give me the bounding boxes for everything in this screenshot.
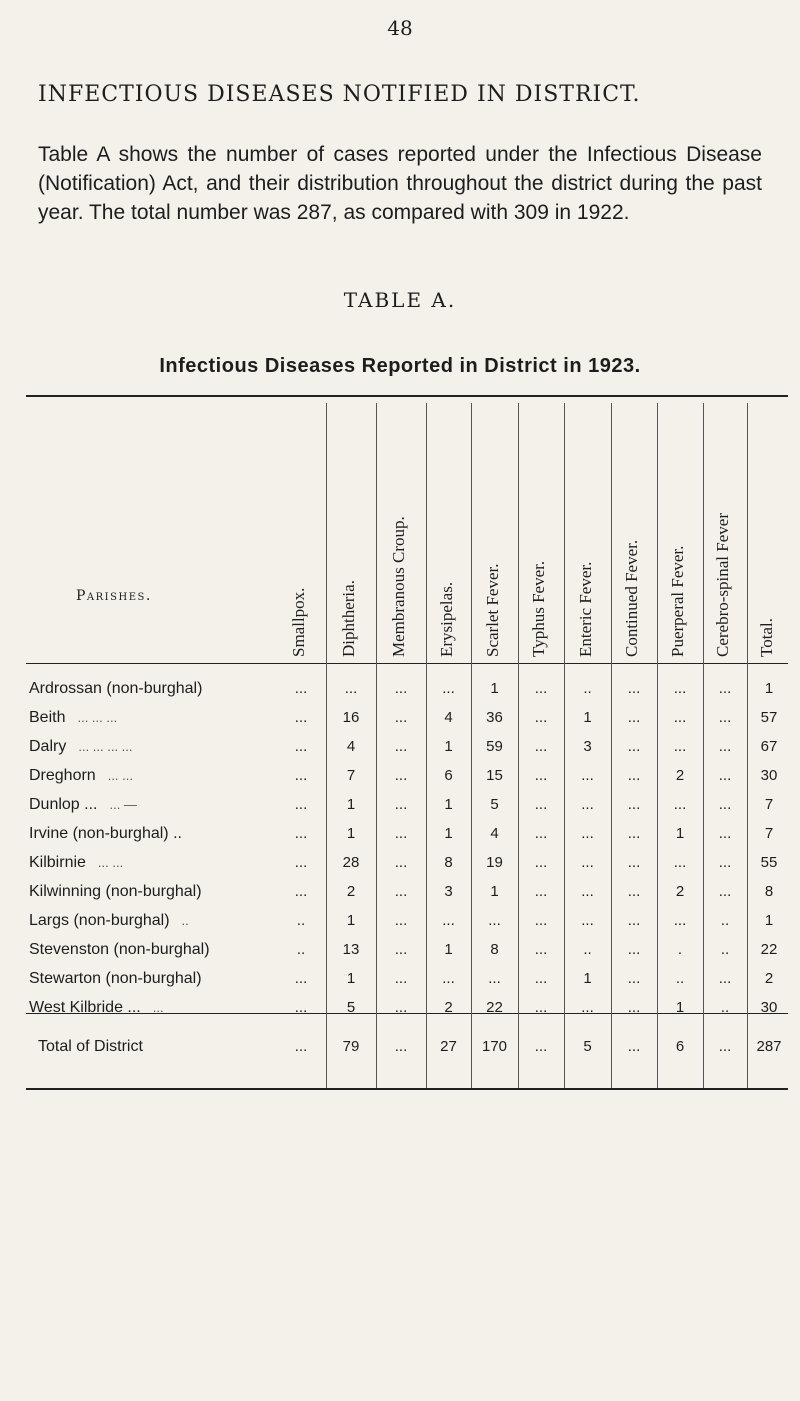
table-cell: ... xyxy=(627,680,641,697)
table-cell: ... xyxy=(488,970,501,987)
table-cell: 5 xyxy=(583,1038,592,1055)
table-cell: ... xyxy=(718,709,732,726)
table-cell: ... xyxy=(673,912,687,929)
table-cell: ... xyxy=(394,999,408,1016)
table-cell: ... xyxy=(718,970,732,987)
table-cell: ... xyxy=(442,970,455,987)
table-cell: ... xyxy=(581,854,594,871)
leader-dots: ... ... xyxy=(107,768,133,783)
table-cell: ... xyxy=(394,912,408,929)
table-cell: 170 xyxy=(481,1038,508,1055)
column-header: Continued Fever. xyxy=(622,539,641,657)
table-cell: ... xyxy=(718,854,732,871)
table-cell: 13 xyxy=(342,941,360,958)
table-cell: ... xyxy=(294,796,308,813)
table-cell: ... xyxy=(394,709,408,726)
table-cell: 5 xyxy=(490,796,499,813)
table-cell: 287 xyxy=(756,1038,782,1055)
column-header: Smallpox. xyxy=(289,587,308,657)
table-cell: ... xyxy=(627,912,641,929)
table-cell: 1 xyxy=(675,825,685,842)
parish-name xyxy=(29,767,133,785)
leader-dots: ... ... ... ... xyxy=(78,739,133,754)
table-cell: 5 xyxy=(346,999,356,1016)
table-cell: 1 xyxy=(490,680,499,697)
table-cell: 1 xyxy=(346,912,356,929)
column-header: Typhus Fever. xyxy=(529,560,548,657)
parish-label: Ardrossan (non-burghal) xyxy=(29,680,203,697)
table-cell: .. xyxy=(583,680,592,697)
parish-label: Irvine (non-burghal) .. xyxy=(29,825,182,842)
column-header: Total. xyxy=(757,618,776,657)
table-cell: .. xyxy=(296,912,306,929)
parish-label: Dreghorn xyxy=(29,767,96,784)
table-title: Infectious Diseases Reported in District in 1923. xyxy=(159,355,641,377)
parish-name xyxy=(29,825,194,843)
table-cell: ... xyxy=(294,825,308,842)
table-bottom-rule xyxy=(26,1088,788,1090)
table-cell: ... xyxy=(394,738,408,755)
table-cell: ... xyxy=(673,796,687,813)
table-cell: ... xyxy=(673,854,687,871)
table-cell: ... xyxy=(294,854,308,871)
parish-name xyxy=(29,709,117,727)
table-cell: 2 xyxy=(675,767,685,784)
table-cell: ... xyxy=(581,796,594,813)
table-cell: 36 xyxy=(486,709,503,726)
table-cell: ... xyxy=(627,1038,641,1055)
table-cell: 1 xyxy=(346,970,356,987)
table-cell: ... xyxy=(581,825,594,842)
table-cell: ... xyxy=(294,970,308,987)
table-cell: ... xyxy=(394,767,408,784)
table-cell: 7 xyxy=(346,767,356,784)
table-cell: 6 xyxy=(444,767,453,784)
column-header: Scarlet Fever. xyxy=(482,563,502,657)
table-top-rule xyxy=(26,395,788,397)
table-cell: 1 xyxy=(490,883,499,900)
table-cell: 1 xyxy=(764,680,774,697)
parish-label: Total of District xyxy=(38,1038,143,1055)
column-header: Enteric Fever. xyxy=(575,561,595,657)
table-cell: .. xyxy=(583,941,592,958)
parish-name xyxy=(29,941,222,959)
table-cell: ... xyxy=(581,999,594,1016)
table-cell: ... xyxy=(627,854,641,871)
table-cell: .. xyxy=(675,970,685,987)
table-cell: ... xyxy=(294,680,308,697)
table-cell: ... xyxy=(581,912,594,929)
column-header: Puerperal Fever. xyxy=(668,545,687,657)
table-cell: .. xyxy=(720,912,730,929)
table-cell: ... xyxy=(534,883,548,900)
parish-label: Stevenston (non-burghal) xyxy=(29,941,210,958)
table-cell: 79 xyxy=(342,1038,360,1055)
table-cell: 22 xyxy=(486,999,503,1016)
table-cell: ... xyxy=(673,738,687,755)
table-cell: ... xyxy=(394,796,408,813)
table-cell: 67 xyxy=(760,738,778,755)
table-cell: 1 xyxy=(583,970,592,987)
table-cell: ... xyxy=(718,796,732,813)
intro-paragraph: Table A shows the number of cases reported under the Infectious Disease (Notification) Act, and their distribution throughout the district during the past year. The total number was 287, as compared with 309 in 1922. xyxy=(38,143,762,224)
parish-label: Largs (non-burghal) xyxy=(29,912,170,929)
table-cell: 1 xyxy=(444,738,453,755)
table-cell: ... xyxy=(294,1038,308,1055)
table-cell: ... xyxy=(627,970,641,987)
table-cell: 19 xyxy=(486,854,503,871)
table-cell: ... xyxy=(442,680,455,697)
table-cell: 1 xyxy=(444,796,453,813)
column-header: Diphtheria. xyxy=(339,580,358,657)
table-cell: ... xyxy=(442,912,455,929)
table-cell: 2 xyxy=(764,970,774,987)
table-cell: 59 xyxy=(486,738,503,755)
table-cell: ... xyxy=(394,941,408,958)
table-cell: ... xyxy=(488,912,501,929)
leader-dots: .. xyxy=(181,913,189,928)
parish-name xyxy=(29,970,214,988)
table-row xyxy=(26,999,788,1043)
leader-dots: ... ... ... xyxy=(77,710,118,725)
table-cell: 2 xyxy=(675,883,685,900)
leader-dots: ... — xyxy=(109,797,137,812)
table-cell: 6 xyxy=(675,1038,685,1055)
table-cell: 28 xyxy=(342,854,360,871)
table-cell: ... xyxy=(534,854,548,871)
column-header: Cerebro-spinal Fever xyxy=(713,513,732,657)
table-cell: 3 xyxy=(444,883,453,900)
table-cell: ... xyxy=(394,970,408,987)
table-cell: ... xyxy=(534,912,548,929)
parish-name xyxy=(29,883,214,901)
table-cell: 1 xyxy=(444,825,453,842)
column-header: Membranous Croup. xyxy=(389,516,408,657)
table-cell: .. xyxy=(296,941,306,958)
parish-label: Dunlop ... xyxy=(29,796,98,813)
table-cell: ... xyxy=(534,970,548,987)
table-cell: 4 xyxy=(444,709,453,726)
parish-name xyxy=(29,738,133,756)
parish-label: West Kilbride ... xyxy=(29,999,141,1016)
parish-label: Dalry xyxy=(29,738,67,755)
table-cell: ... xyxy=(627,767,641,784)
table-cell: ... xyxy=(394,1038,408,1055)
leader-dots: ... ... xyxy=(97,855,124,870)
table-cell: 1 xyxy=(764,912,774,929)
table-cell: 2 xyxy=(346,883,356,900)
table-cell: 1 xyxy=(444,941,453,958)
parish-label: Beith xyxy=(29,709,66,726)
table-cell: ... xyxy=(534,680,548,697)
table-cell: 27 xyxy=(440,1038,457,1055)
table-cell: 30 xyxy=(760,999,778,1016)
table-cell: 16 xyxy=(342,709,360,726)
table-cell: ... xyxy=(294,767,308,784)
leader-dots: ... xyxy=(152,1000,164,1015)
table-cell: 2 xyxy=(444,999,453,1016)
table-cell: ... xyxy=(534,999,548,1016)
table-cell: 4 xyxy=(346,738,356,755)
table-cell: ... xyxy=(294,883,308,900)
table-cell: ... xyxy=(394,854,408,871)
parish-name xyxy=(29,912,189,930)
table-cell: 30 xyxy=(760,767,778,784)
table-cell: ... xyxy=(718,738,732,755)
parish-name xyxy=(29,680,214,698)
table-cell: 7 xyxy=(764,825,774,842)
table-cell: 15 xyxy=(486,767,503,784)
table-cell: ... xyxy=(534,1038,548,1055)
table-cell: ... xyxy=(534,941,548,958)
table-cell: ... xyxy=(534,709,548,726)
table-cell: ... xyxy=(718,767,732,784)
table-cell: ... xyxy=(394,883,408,900)
parish-name xyxy=(29,854,123,872)
table-cell: . xyxy=(677,941,683,958)
table-cell: ... xyxy=(581,767,594,784)
table-cell: 1 xyxy=(346,825,356,842)
table-cell: ... xyxy=(627,796,641,813)
parish-name xyxy=(38,1038,143,1056)
table-cell: ... xyxy=(344,680,358,697)
table-cell: ... xyxy=(627,883,641,900)
table-cell: ... xyxy=(627,999,641,1016)
parish-label: Kilbirnie xyxy=(29,854,86,871)
table-cell: 4 xyxy=(490,825,499,842)
table-cell: ... xyxy=(627,738,641,755)
page-number: 48 xyxy=(387,16,413,40)
table-cell: ... xyxy=(718,883,732,900)
parish-label: Kilwinning (non-burghal) xyxy=(29,883,202,900)
table-cell: ... xyxy=(718,680,732,697)
table-cell: ... xyxy=(627,941,641,958)
table-cell: ... xyxy=(534,825,548,842)
table-cell: .. xyxy=(720,941,730,958)
table-cell: 8 xyxy=(444,854,453,871)
table-cell: 55 xyxy=(760,854,778,871)
parish-name xyxy=(29,999,164,1017)
table-cell: ... xyxy=(534,738,548,755)
column-header: Erysipelas. xyxy=(436,581,456,657)
table-cell: ... xyxy=(581,883,594,900)
table-cell: ... xyxy=(534,796,548,813)
table-cell: ... xyxy=(718,825,732,842)
table-cell: 8 xyxy=(490,941,499,958)
table-cell: ... xyxy=(627,825,641,842)
table-cell: 57 xyxy=(760,709,778,726)
table-cell: 8 xyxy=(764,883,774,900)
parishes-column-header: Parishes. xyxy=(76,588,152,604)
table-cell: ... xyxy=(294,999,308,1016)
table-cell: 1 xyxy=(675,999,685,1016)
table-cell: ... xyxy=(718,1038,732,1055)
table-cell: 7 xyxy=(764,796,774,813)
table-cell: 22 xyxy=(760,941,778,958)
table-cell: ... xyxy=(294,709,308,726)
table-label: TABLE A. xyxy=(343,288,457,312)
table-cell: ... xyxy=(394,825,408,842)
table-cell: ... xyxy=(673,709,687,726)
table-cell: .. xyxy=(720,999,730,1016)
table-cell: 3 xyxy=(583,738,592,755)
section-heading: INFECTIOUS DISEASES NOTIFIED IN DISTRICT. xyxy=(38,82,641,107)
header-bottom-rule xyxy=(26,663,788,664)
table-cell: ... xyxy=(627,709,641,726)
table-cell: ... xyxy=(294,738,308,755)
table-cell: ... xyxy=(534,767,548,784)
parish-label: Stewarton (non-burghal) xyxy=(29,970,202,987)
parish-name xyxy=(29,796,137,814)
disease-table xyxy=(26,395,788,1090)
total-row xyxy=(26,1038,788,1082)
table-cell: 1 xyxy=(583,709,592,726)
table-cell: 1 xyxy=(346,796,356,813)
table-cell: ... xyxy=(394,680,408,697)
table-cell: ... xyxy=(673,680,687,697)
